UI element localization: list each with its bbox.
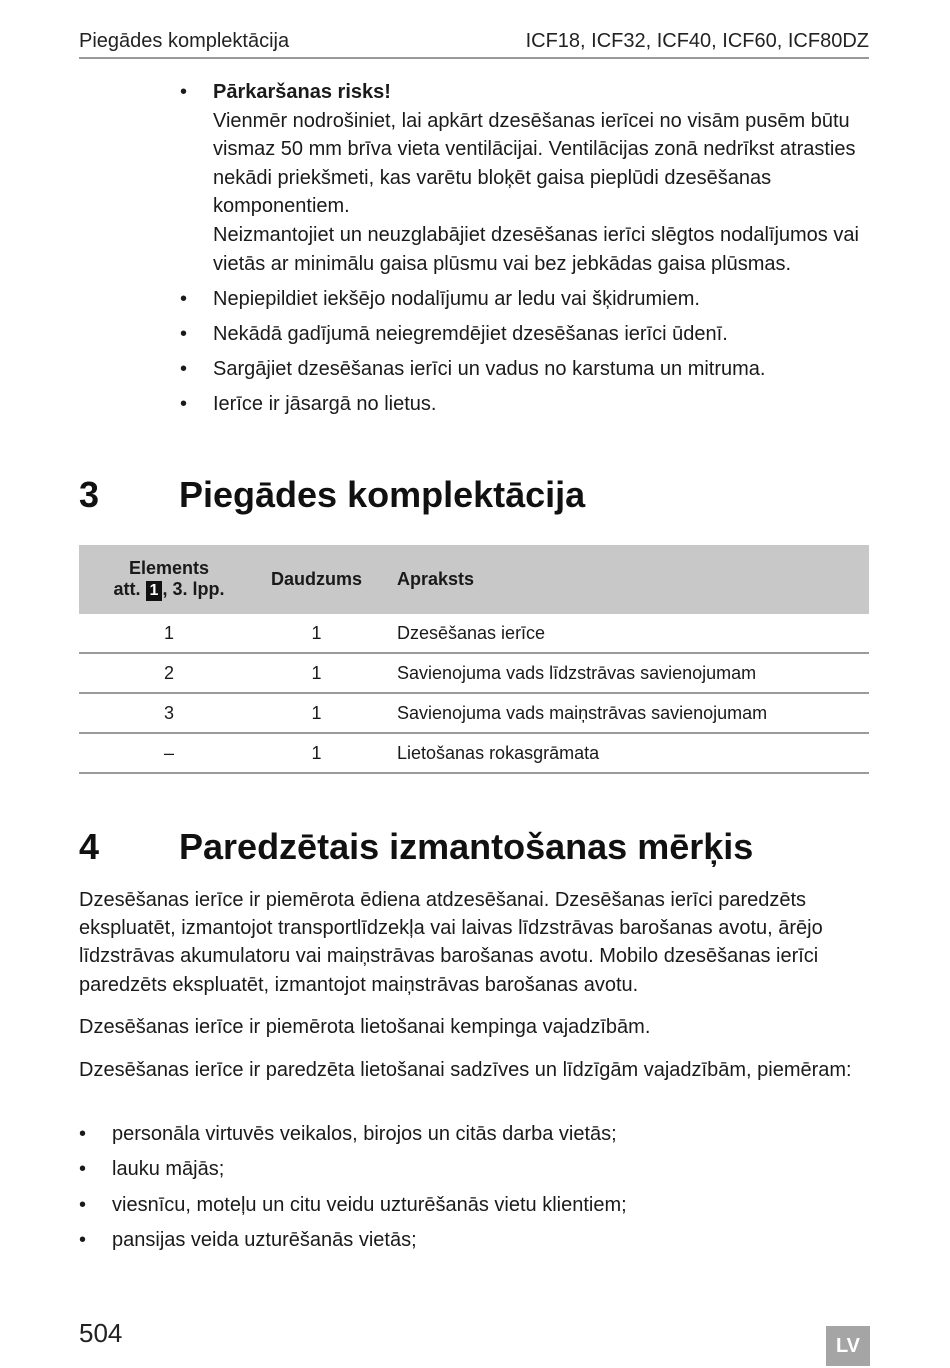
warning-item xyxy=(180,78,870,278)
warning-item: • Ierīce ir jāsargā no lietus. xyxy=(180,390,870,419)
column-header-description: Apraksts xyxy=(374,545,869,614)
language-tab: LV xyxy=(826,1326,870,1366)
element-header-label: Elements xyxy=(128,558,210,578)
column-header-element xyxy=(79,545,259,614)
body-paragraph: Dzesēšanas ierīce ir piemērota ēdiena atdzesēšanai. Dzesēšanas ierīci paredzēts ekspluatēt, izmantojot transportlīdzekļa vai laivas līdzstrāvas barošanas avotu, ārējo līdzstrāvas akumulatoru vai maiņstrāvas barošanas avotu. Mobilo dzesēšanas ierīci paredzēts ekspluatēt, izmantojot maiņstrāvas barošanas avotu. xyxy=(79,889,823,996)
supply-table xyxy=(79,545,869,774)
list-item: • pansijas veida uzturēšanās vietās; xyxy=(79,1226,869,1254)
list-item: • viesnīcu, moteļu un citu veidu uzturēšanās vietu klientiem; xyxy=(79,1191,869,1219)
warning-text: Neizmantojiet un neuzglabājiet dzesēšanas ierīci slēgtos nodalījumos vai vietās ar minimālu gaisa plūsmu vai bez jebkādas gaisa plūsmas. xyxy=(213,223,859,275)
cell-element: – xyxy=(79,733,259,773)
header-model-list: ICF18, ICF32, ICF40, ICF60, ICF80DZ xyxy=(525,30,869,52)
section-title: Piegādes komplektācija xyxy=(179,474,586,515)
figure-number-badge: 1 xyxy=(146,581,163,601)
header-section-title: Piegādes komplektācija xyxy=(79,30,290,52)
cell-element: 2 xyxy=(79,653,259,693)
cell-element: 1 xyxy=(79,614,259,653)
list-item: • personāla virtuvēs veikalos, birojos un citās darba vietās; xyxy=(79,1120,869,1148)
cell-quantity: 1 xyxy=(259,653,374,693)
list-item: • lauku mājās; xyxy=(79,1155,869,1183)
cell-description: Savienojuma vads maiņstrāvas savienojumam xyxy=(374,693,869,733)
body-paragraph: Dzesēšanas ierīce ir piemērota lietošanai kempinga vajadzībām. xyxy=(79,1016,651,1038)
warning-list xyxy=(180,78,870,424)
warning-title: Pārkaršanas risks! xyxy=(213,81,391,103)
element-header-prefix: att. xyxy=(113,579,141,599)
cell-element: 3 xyxy=(79,693,259,733)
warning-item: • Nepiepildiet iekšējo nodalījumu ar ledu vai šķidrumiem. xyxy=(180,285,870,314)
body-paragraph: Dzesēšanas ierīce ir paredzēta lietošanai sadzīves un līdzīgām vajadzībām, piemēram: xyxy=(79,1059,852,1081)
usage-list xyxy=(79,1120,869,1262)
running-header xyxy=(79,30,869,59)
section-title: Paredzētais izmantošanas mērķis xyxy=(179,826,754,867)
cell-description: Savienojuma vads līdzstrāvas savienojumam xyxy=(374,653,869,693)
element-header-suffix: , 3. lpp. xyxy=(162,579,225,599)
section-number: 3 xyxy=(79,474,100,515)
cell-description: Lietošanas rokasgrāmata xyxy=(374,733,869,773)
cell-quantity: 1 xyxy=(259,693,374,733)
table-header-row xyxy=(79,545,869,614)
table-row xyxy=(79,733,869,773)
warning-item: • Nekādā gadījumā neiegremdējiet dzesēšanas ierīci ūdenī. xyxy=(180,320,870,349)
cell-description: Dzesēšanas ierīce xyxy=(374,614,869,653)
table-row xyxy=(79,693,869,733)
page-number: 504 xyxy=(79,1318,123,1348)
column-header-quantity: Daudzums xyxy=(259,545,374,614)
section-number: 4 xyxy=(79,826,100,867)
warning-text: Vienmēr nodrošiniet, lai apkārt dzesēšanas ierīcei no visām pusēm būtu vismaz 50 mm brīva vieta ventilācijai. Ventilācijas zonā nedrīkst atrasties nekādi priekšmeti, kas varētu bloķēt gaisa pieplūdi dzesēšanas komponentiem. xyxy=(213,109,856,218)
table-row xyxy=(79,653,869,693)
cell-quantity: 1 xyxy=(259,614,374,653)
table-row xyxy=(79,614,869,653)
cell-quantity: 1 xyxy=(259,733,374,773)
warning-item: • Sargājiet dzesēšanas ierīci un vadus no karstuma un mitruma. xyxy=(180,355,870,384)
